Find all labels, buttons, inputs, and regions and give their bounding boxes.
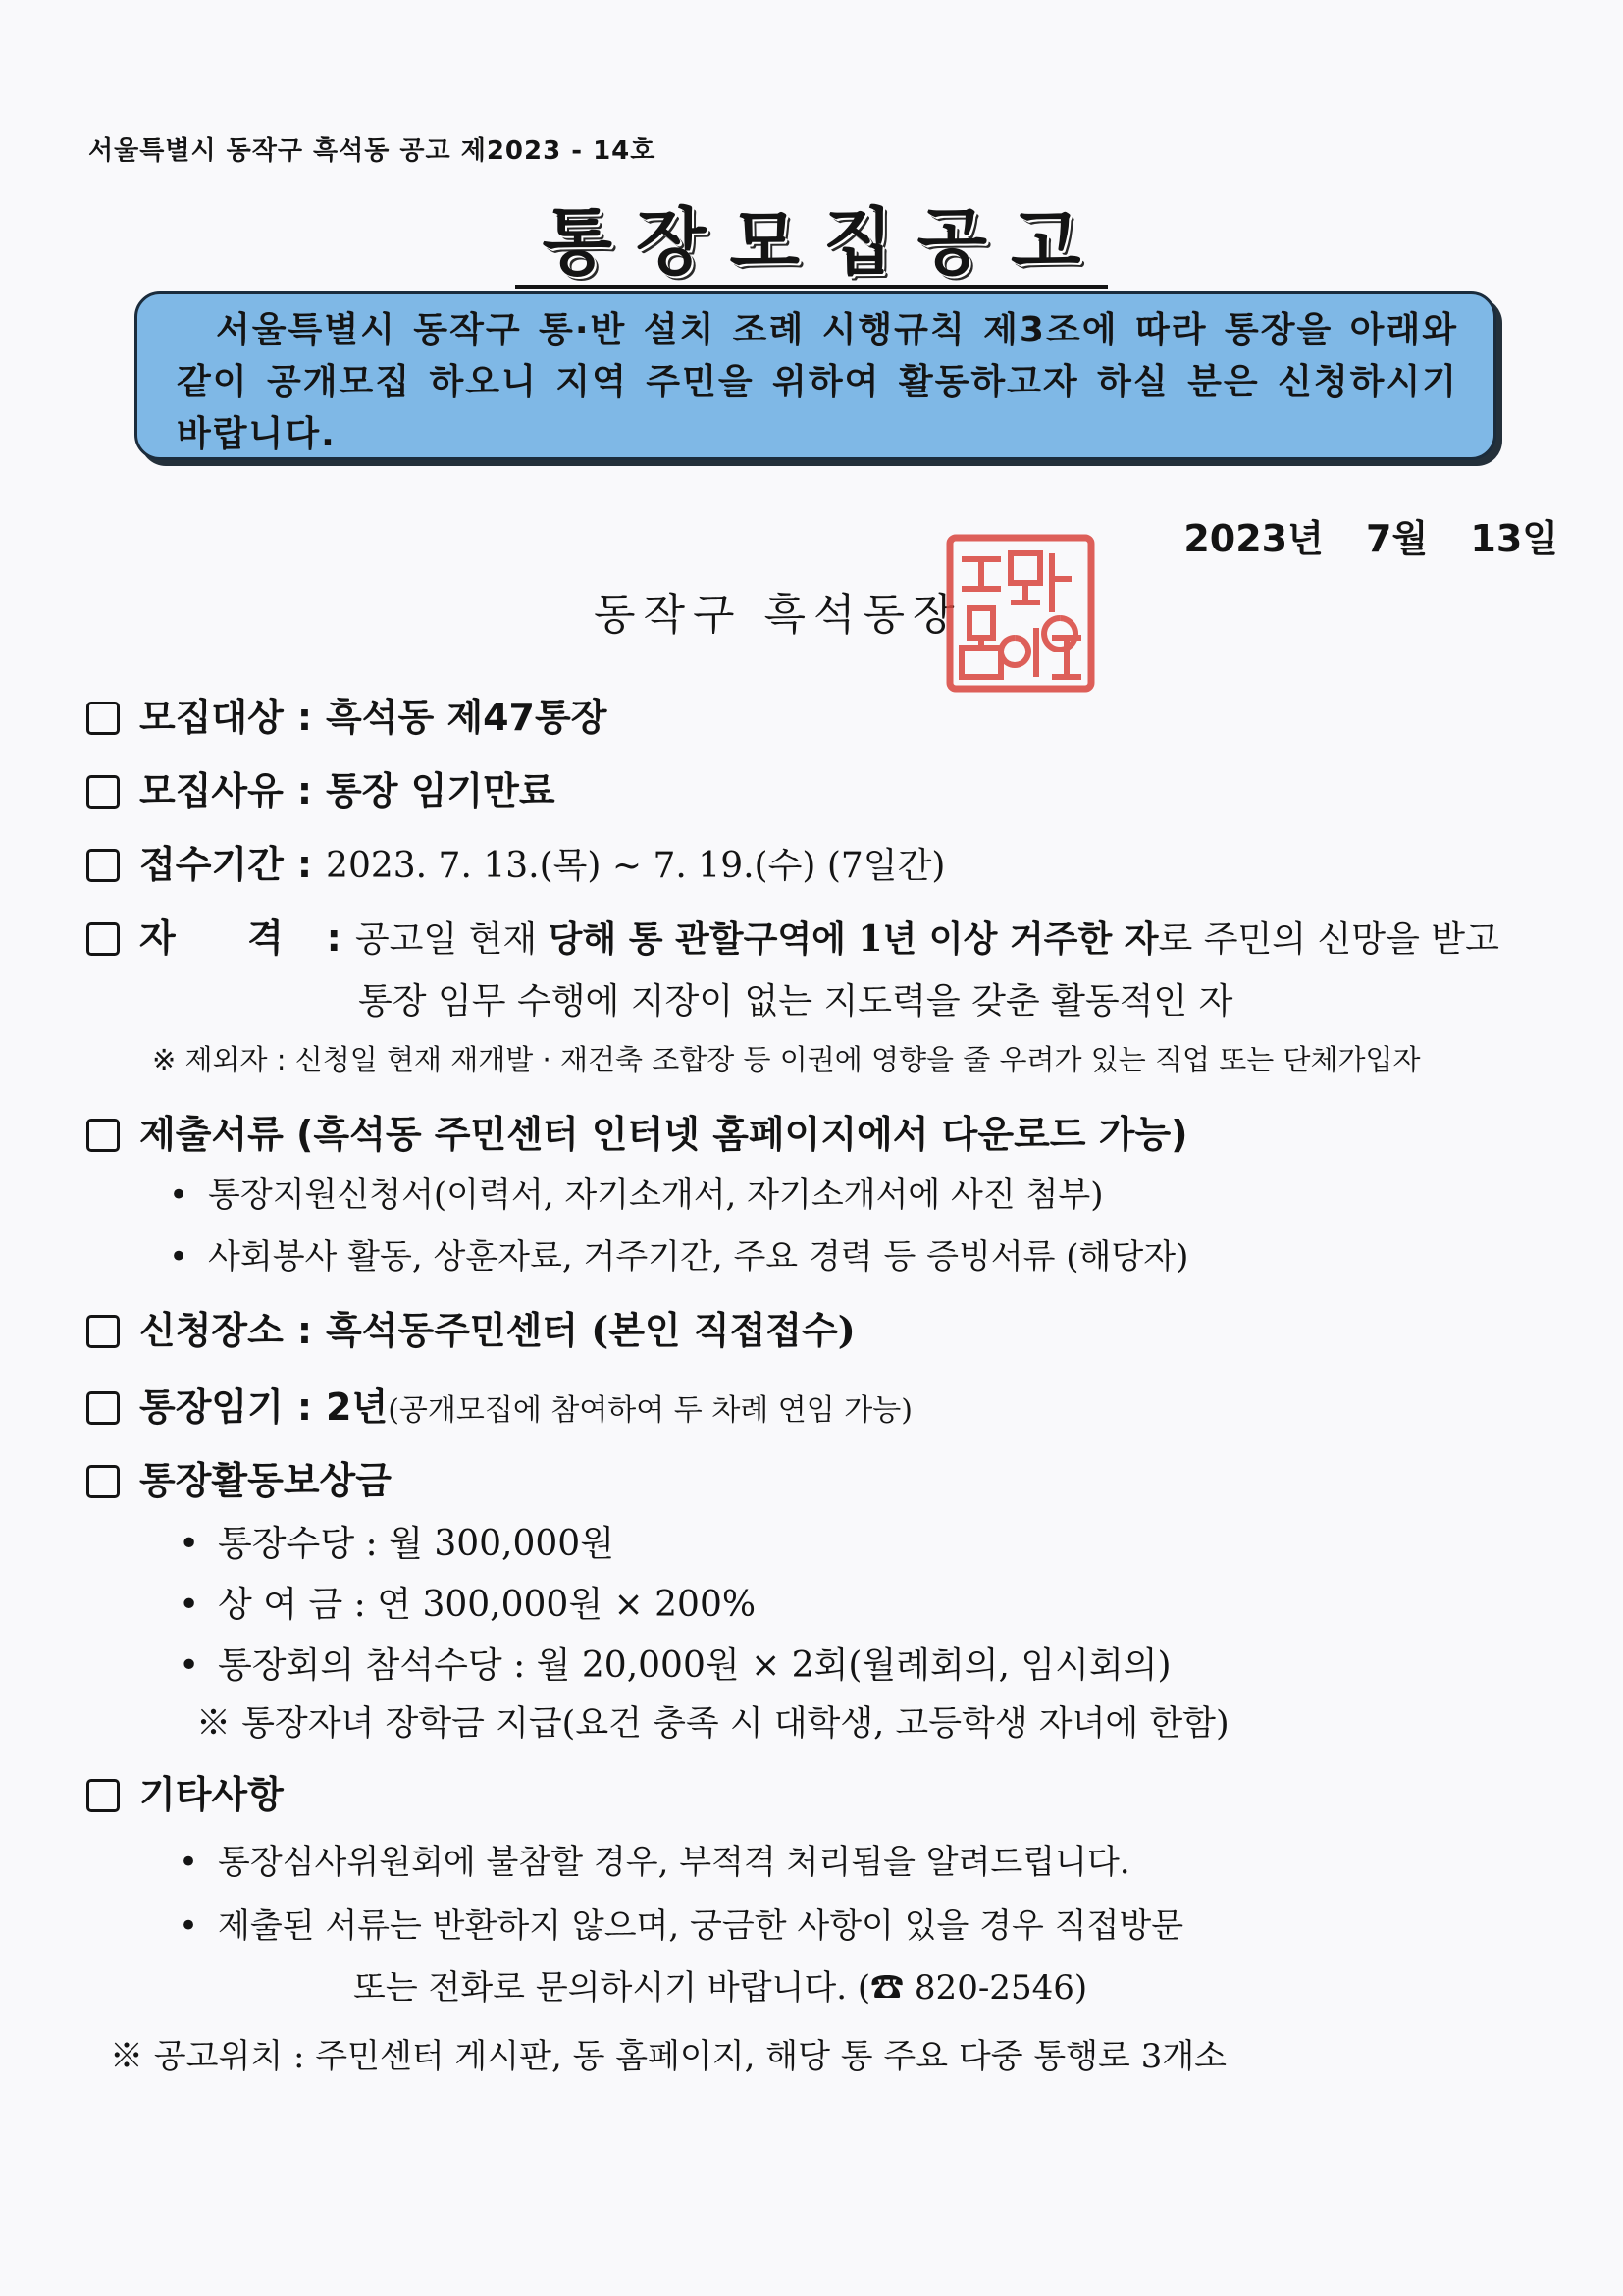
section-term: 통장임기 : 2년(공개모집에 참여하여 두 차례 연임 가능) (86, 1377, 913, 1431)
bullet-icon: • (179, 1585, 200, 1625)
qualification-line1-a: 공고일 현재 (354, 919, 549, 960)
documents-label: 제출서류 (흑석동 주민센터 인터넷 홈페이지에서 다운로드 가능) (139, 1113, 1188, 1156)
reason-value: 통장 임기만료 (326, 769, 555, 812)
issuer-name: 동작구 흑석동장 (594, 590, 963, 640)
bullet-icon: • (169, 1237, 189, 1277)
list-item (169, 1229, 1188, 1278)
documents-item-1: 통장지원신청서(이력서, 자기소개서, 자기소개서에 사진 첨부) (208, 1175, 1104, 1215)
other-label: 기타사항 (139, 1773, 284, 1816)
notice-number: 서울특별시 동작구 흑석동 공고 제2023 - 14호 (88, 136, 656, 166)
bullet-icon: • (179, 1524, 200, 1564)
bullet-icon: • (179, 1645, 200, 1686)
other-item-1: 통장심사위원회에 불참할 경우, 부적격 처리됨을 알려드립니다. (218, 1843, 1130, 1882)
qualification-line1-c: 로 주민의 신망을 받고 (1158, 919, 1499, 960)
list-item (179, 1835, 1130, 1883)
notice-date: 2023년 7월 13일 (1183, 517, 1558, 560)
list-item (169, 1168, 1103, 1216)
period-value: 2023. 7. 13.(목) ~ 7. 19.(수) (7일간) (326, 846, 946, 886)
checkbox-icon (86, 1465, 120, 1498)
section-documents (86, 1104, 1188, 1158)
reason-label: 모집사유 (139, 769, 284, 812)
section-place: 신청장소 : 흑석동주민센터 (본인 직접접수) (86, 1300, 856, 1354)
section-qualification: 자 격 : 공고일 현재 당해 통 관할구역에 1년 이상 거주한 자로 주민의 신망을 받고 (86, 908, 1499, 962)
term-note: (공개모집에 참여하여 두 차례 연임 가능) (388, 1393, 913, 1428)
checkbox-icon (86, 849, 120, 882)
target-label: 모집대상 (139, 696, 284, 739)
other-item-2: 제출된 서류는 반환하지 않으며, 궁금한 사항이 있을 경우 직접방문 (218, 1906, 1184, 1946)
compensation-label: 통장활동보상금 (139, 1459, 392, 1502)
checkbox-icon (86, 1315, 120, 1348)
compensation-item-2: 상 여 금 : 연 300,000원 × 200% (218, 1585, 757, 1625)
period-label: 접수기간 (139, 843, 284, 886)
term-value: 2년 (326, 1385, 389, 1429)
section-period: 접수기간 : 2023. 7. 13.(목) ~ 7. 19.(수) (7일간) (86, 834, 945, 888)
compensation-item-3: 통장회의 참석수당 : 월 20,000원 × 2회(월례회의, 임시회의) (218, 1645, 1172, 1686)
list-item (179, 1516, 614, 1566)
exclusion-note: ※ 제외자 : 신청일 현재 재개발 · 재건축 조합장 등 이권에 영향을 줄 우려가 있는 직업 또는 단체가입자 (152, 1043, 1421, 1076)
list-item (179, 1577, 756, 1627)
section-target: 모집대상 : 흑석동 제47통장 (86, 687, 606, 741)
location-note: ※ 공고위치 : 주민센터 게시판, 동 홈페이지, 해당 통 주요 다중 통행로 3개소 (110, 2037, 1228, 2076)
qualification-label: 자 격 (139, 916, 313, 960)
checkbox-icon (86, 922, 120, 956)
checkbox-icon (86, 1391, 120, 1425)
checkbox-icon (86, 1119, 120, 1152)
documents-item-2: 사회봉사 활동, 상훈자료, 거주기간, 주요 경력 등 증빙서류 (해당자) (208, 1237, 1189, 1277)
contact-line: 또는 전화로 문의하시기 바랍니다. (☎ 820-2546) (353, 1968, 1088, 2008)
checkbox-icon (86, 702, 120, 735)
term-label: 통장임기 (139, 1385, 284, 1429)
place-value: 흑석동주민센터 (본인 직접접수) (326, 1308, 856, 1352)
list-item (179, 1899, 1183, 1947)
section-compensation (86, 1450, 392, 1504)
target-value: 흑석동 제47통장 (326, 696, 607, 739)
intro-box: 서울특별시 동작구 통·반 설치 조례 시행규칙 제3조에 따라 통장을 아래와 같이 공개모집 하오니 지역 주민을 위하여 활동하고자 하실 분은 신청하시기 바랍니다. (134, 291, 1496, 460)
checkbox-icon (86, 775, 120, 809)
place-label: 신청장소 (139, 1309, 284, 1352)
scholarship-note: ※ 통장자녀 장학금 지급(요건 충족 시 대학생, 고등학생 자녀에 한함) (196, 1704, 1230, 1744)
compensation-item-1: 통장수당 : 월 300,000원 (218, 1524, 614, 1564)
list-item (179, 1638, 1172, 1688)
page-title (0, 184, 1623, 288)
qualification-line2: 통장 임무 수행에 지장이 없는 지도력을 갖춘 활동적인 자 (358, 981, 1233, 1021)
title-text: 통장모집공고 (515, 200, 1109, 289)
qualification-line1-emphasis: 당해 통 관할구역에 1년 이상 거주한 자 (548, 918, 1159, 960)
bullet-icon: • (179, 1906, 199, 1946)
official-seal-icon (942, 530, 1099, 697)
checkbox-icon (86, 1779, 120, 1812)
section-other (86, 1764, 284, 1818)
section-reason: 모집사유 : 통장 임기만료 (86, 760, 555, 814)
bullet-icon: • (179, 1843, 199, 1882)
bullet-icon: • (169, 1175, 189, 1215)
